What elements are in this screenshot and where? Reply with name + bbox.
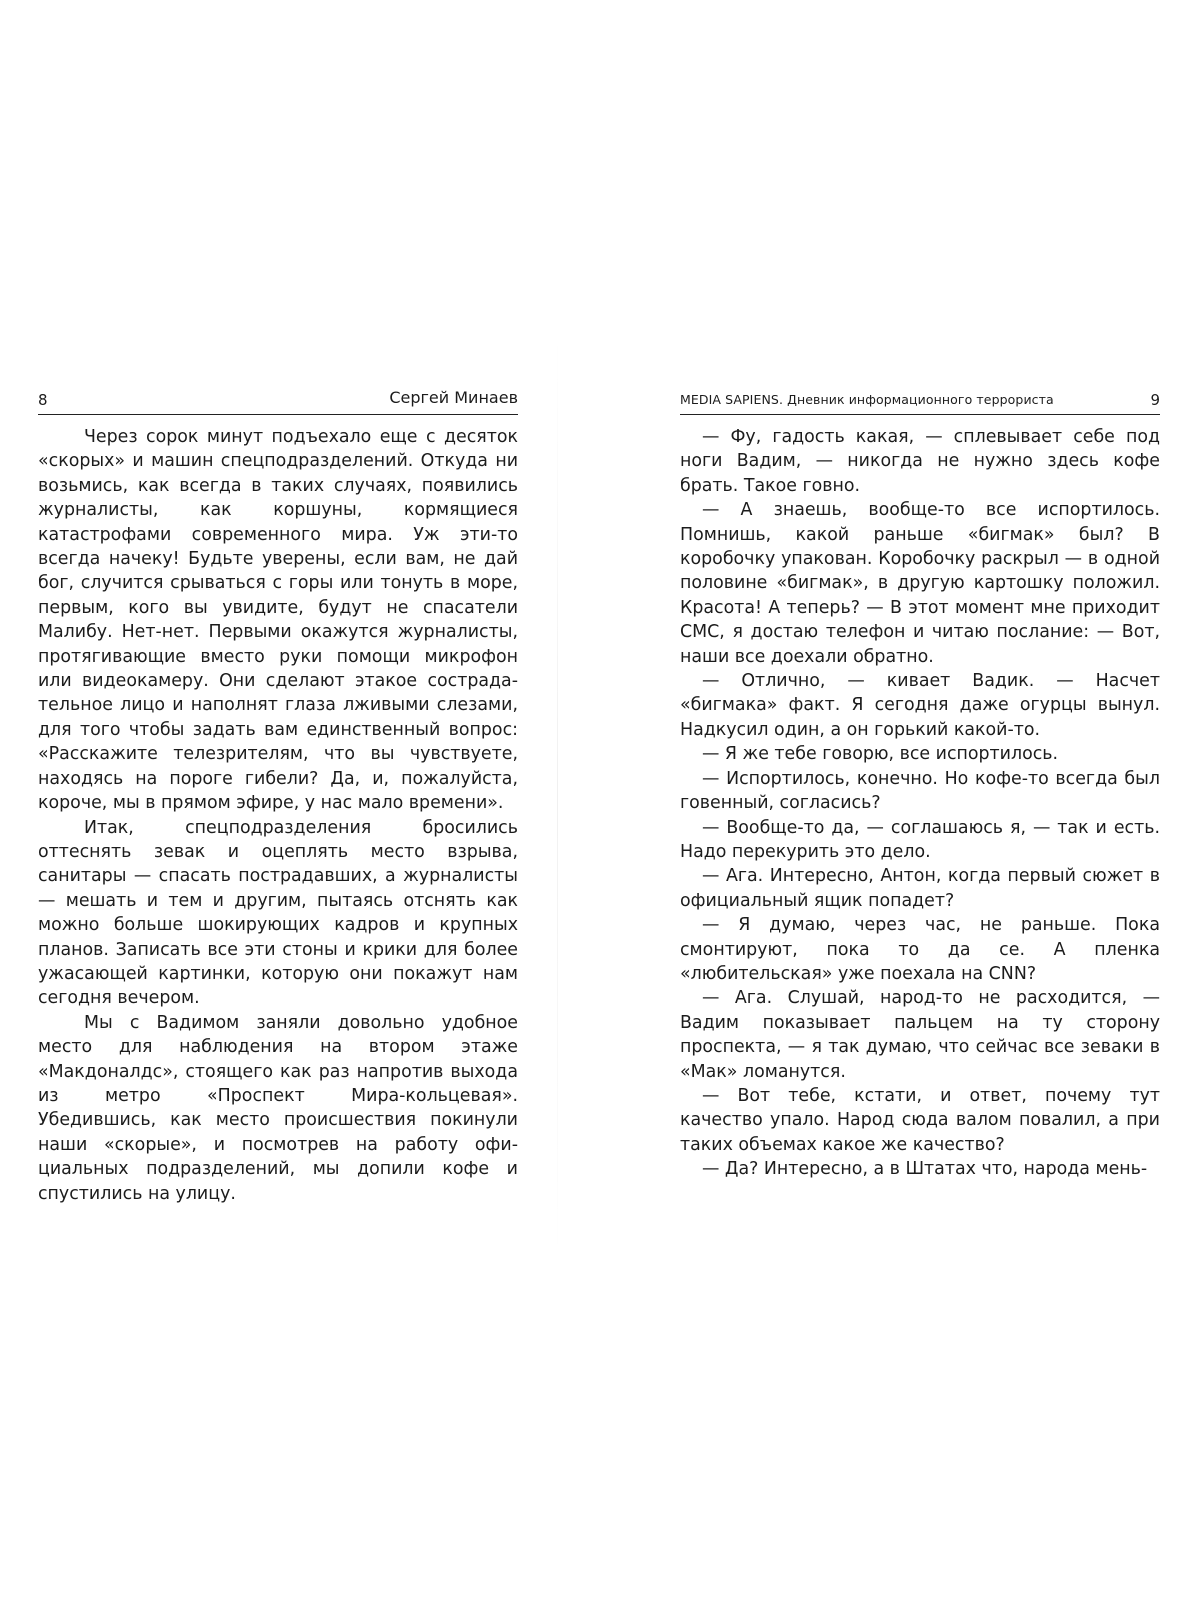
paragraph: Мы с Вадимом заняли довольно удобное место для наблюдения на втором этаже «Макдоналдс», стоящего как раз напротив выхода из метро «Проспект Мира-кольцевая». Убедившись, как место происшествия покинули наши «скорые», и посмотрев на работу официальных подразделений, мы допили кофе и спустились на улицу. (38, 1012, 518, 1204)
dialogue-line: — Фу, гадость какая, — сплевывает себе под ноги Вадим, — никогда не нужно здесь кофе брать. Такое говно. (680, 427, 1160, 496)
left-page-header (38, 388, 518, 415)
dialogue-line: — Отлично, — кивает Вадик. — Насчет «бигмака» факт. Я сегодня даже огурцы вынул. Надкусил один, а он горький какой-то. (680, 671, 1160, 740)
left-page-body (38, 425, 518, 1206)
paragraph: Через сорок минут подъехало еще с десяток «скорых» и машин спецподразделений. Откуда ни возьмись, как всегда в таких случаях, появились журналисты, как коршуны, кормящиеся катастрофами современного мира. Уж эти-то всегда начеку! Будьте уверены, если вам, не дай бог, случится срываться с горы или тонуть в море, первым, кого вы увидите, будут не спасатели Малибу. Нет-нет. Первыми окажутся журналисты, протягивающие вместо руки помощи микрофон или видеокамеру. Они сделают этакое сострадательное лицо и наполнят глаза лживыми слезами, для того чтобы задать вам единственный вопрос: «Расскажите телезрителям, что вы чувствуете, находясь на пороге гибели? Да, и, пожалуйста, короче, мы в прямом эфире, у нас мало времени». (38, 427, 518, 814)
right-page (680, 388, 1160, 1182)
running-head-author: Сергей Минаев (389, 388, 518, 407)
dialogue-line: — Я думаю, через час, не раньше. Пока смонтируют, пока то да се. А пленка «любительская» уже поехала на CNN? (680, 915, 1160, 984)
paragraph: Итак, спецподразделения бросились оттеснять зевак и оцеплять место взрыва, санитары — спасать пострадавших, а журналисты — мешать и тем и другим, пытаясь отснять как можно больше шокирующих кадров и крупных планов. Записать все эти стоны и крики для более ужасающей картинки, которую они покажут нам сегодня вечером. (38, 817, 518, 1009)
dialogue-line: — Ага. Слушай, народ-то не расходится, — Вадим показывает пальцем на ту сторону проспекта, — я так думаю, что сейчас все зеваки в «Мак» ломанутся. (680, 988, 1160, 1082)
dialogue-line: — Испортилось, конечно. Но кофе-то всегда был говенный, согласись? (680, 768, 1160, 814)
dialogue-line: — А знаешь, вообще-то все испортилось. Помнишь, какой раньше «бигмак» был? В коробочку упакован. Коробочку раскрыл — в одной половине «бигмак», в другую картошку положил. Красота! А теперь? — В этот момент мне приходит СМС, я достаю телефон и читаю послание: — Вот, наши все доехали обратно. (680, 500, 1160, 667)
left-page (38, 388, 518, 1206)
dialogue-line: — Вот тебе, кстати, и ответ, почему тут качество упало. Народ сюда валом повалил, а при таких объемах какое же качество? (680, 1085, 1160, 1155)
dialogue-line: — Я же тебе говорю, все испортилось. (702, 744, 1059, 765)
dialogue-line: — Да? Интересно, а в Штатах что, народа мень- (702, 1159, 1148, 1180)
running-head-title: MEDIA SAPIENS. Дневник информационного террориста (680, 392, 1054, 407)
book-spine-gutter (557, 330, 558, 1260)
right-page-header (680, 388, 1160, 415)
dialogue-line: — Вообще-то да, — соглашаюсь я, — так и есть. Надо перекурить это дело. (680, 817, 1160, 862)
right-page-body (680, 425, 1160, 1182)
dialogue-line: — Ага. Интересно, Антон, когда первый сюжет в официальный ящик попадет? (680, 866, 1160, 911)
page-number: 9 (1150, 391, 1160, 409)
page-number: 8 (38, 391, 48, 409)
